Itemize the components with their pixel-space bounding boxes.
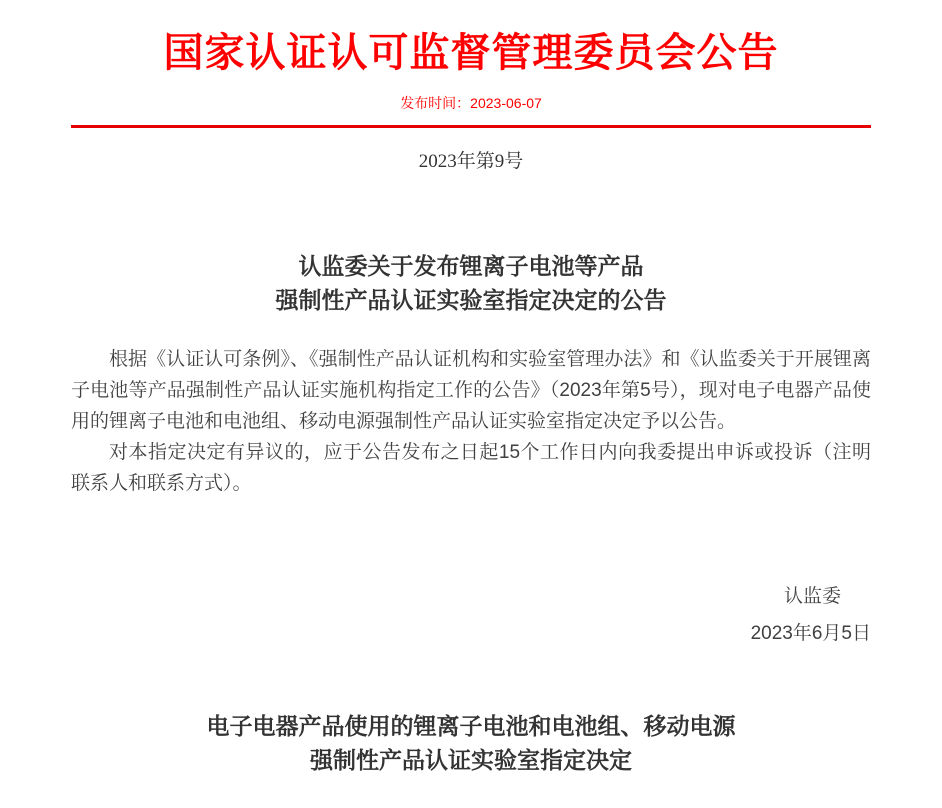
announcement-title-line1: 认监委关于发布锂离子电池等产品 [298, 253, 644, 279]
publish-time: 发布时间：2023-06-07 [400, 95, 542, 111]
issue-number: 2023年第9号 [418, 151, 524, 172]
decision-title-line1: 电子电器产品使用的锂离子电池和电池组、移动电源 [206, 713, 736, 739]
decision-title [71, 709, 871, 777]
signature-date: 2023年6月5日 [750, 623, 871, 644]
decision-title-line2: 强制性产品认证实验室指定决定 [310, 747, 632, 773]
announcement-page [71, 0, 871, 777]
red-divider [71, 125, 871, 128]
paragraph-objection: 对本指定决定有异议的，应于公告发布之日起15个工作日内向我委提出申诉或投诉（注明联系人和联系方式）。 [71, 442, 871, 494]
announcement-title-line2: 强制性产品认证实验室指定决定的公告 [275, 287, 667, 313]
paragraph-basis: 根据《认证认可条例》、《强制性产品认证机构和实验室管理办法》和《认监委关于开展锂离子电池等产品强制性产品认证实施机构指定工作的公告》（2023年第5号），现对电子电器产品使用的锂离子电池和电池组、移动电源强制性产品认证实验室指定决定予以公告。 [71, 349, 871, 432]
announcement-title [71, 249, 871, 317]
signature-name: 认监委 [783, 586, 841, 607]
signature-block [71, 581, 871, 649]
page-title: 国家认证认可监督管理委员会公告 [163, 31, 779, 75]
